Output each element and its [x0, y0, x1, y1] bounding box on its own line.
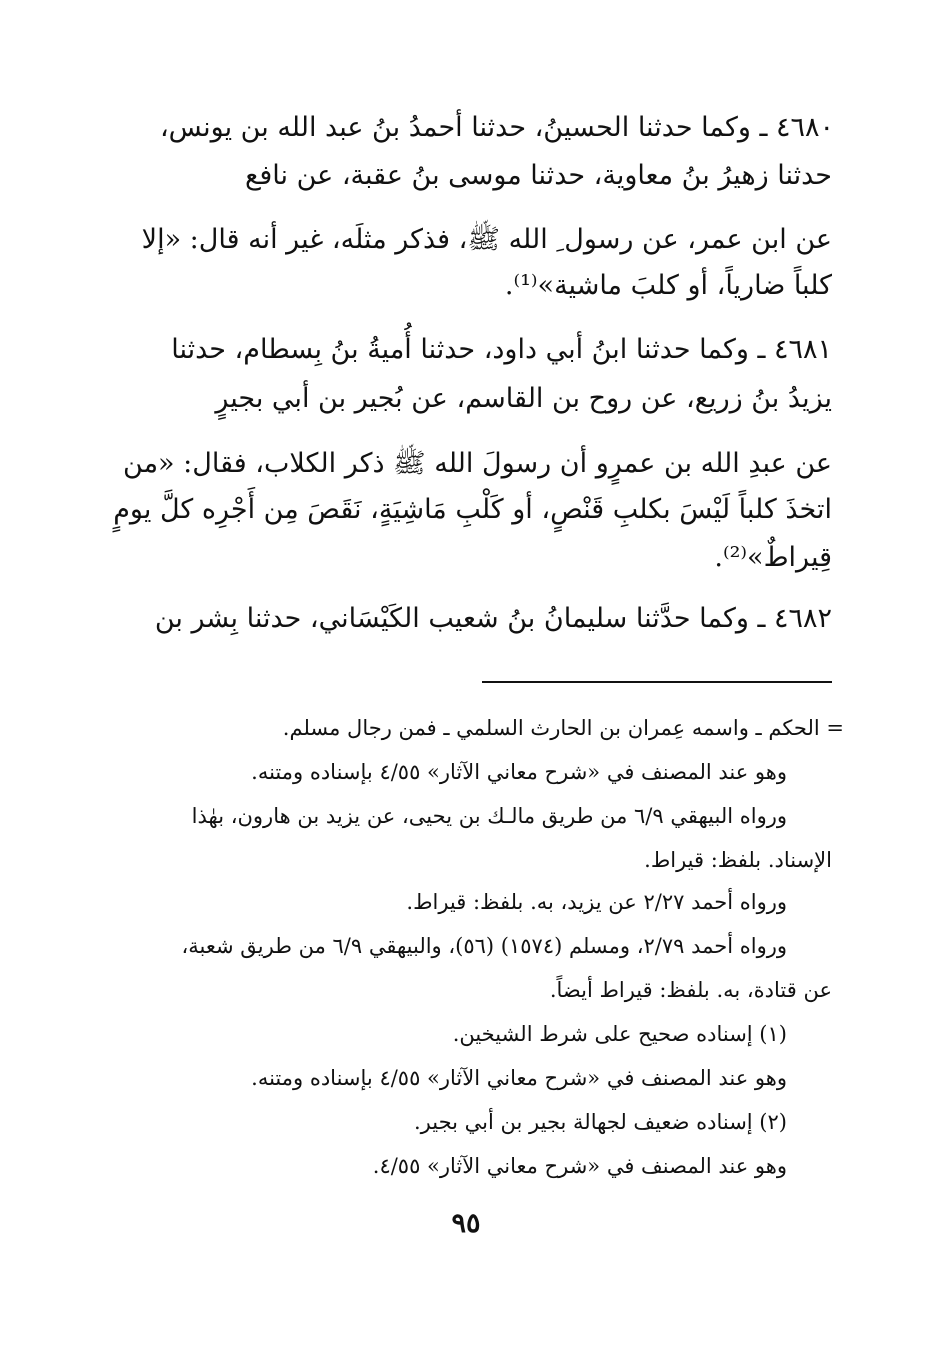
hadith-4680-isnad-line-1: ٤٦٨٠ ـ وكما حدثنا الحسينُ، حدثنا أحمدُ بنُ عبد الله بن يونس،	[159, 112, 834, 143]
footnote-line: ورواه البيهقي ٦/٩ من طريق مالـك بن يحيى، عن يزيد بن هارون، بهٰذا	[191, 804, 787, 828]
hadith-4682-isnad-line-1: ٤٦٨٢ ـ وكما حدَّثنا سليمانُ بنُ شعيب الكَيْسَاني، حدثنا بِشر بن	[154, 603, 832, 634]
footnote-line: وهو عند المصنف في «شرح معاني الآثار» ٤/٥٥.	[372, 1154, 787, 1178]
footnote-line: الإسناد. بلفظ: قيراط.	[644, 848, 832, 872]
footnote-line: ورواه أحمد ٢/٧٩، ومسلم (١٥٧٤) (٥٦)، والبيهقي ٦/٩ من طريق شعبة،	[181, 934, 787, 958]
footnote-line: = الحكم ـ واسمه عِمران بن الحارث السلمي ـ فمن رجال مسلم.	[282, 716, 844, 740]
hadith-4681-matn-line-1: عن عبدِ الله بن عمرٍو أن رسولَ الله ﷺ ذكر الكلاب، فقال: «من	[123, 448, 832, 479]
hadith-4681-isnad-line-2: يزيدُ بنُ زريع، عن روح بن القاسم، عن بُجير بن أبي بجيرٍ	[215, 383, 832, 414]
hadith-4680-matn-line-1: عن ابن عمر، عن رسول ِ الله ﷺ، فذكر مثلَه، غير أنه قال: «إلا	[141, 224, 832, 255]
footnote-line: (٢) إسناده ضعيف لجهالة بجير بن أبي بجير.	[414, 1110, 787, 1134]
hadith-4681-matn-line-3: قِيراطٌ»⁽²⁾.	[714, 542, 832, 573]
footnote-separator	[482, 681, 832, 683]
hadith-4680-isnad-line-2: حدثنا زهيرُ بنُ معاوية، حدثنا موسى بنُ عقبة، عن نافع	[245, 160, 832, 191]
page-number: ٩٥	[451, 1208, 481, 1239]
footnote-line: ورواه أحمد ٢/٢٧ عن يزيد، به. بلفظ: قيراط.	[406, 890, 787, 914]
hadith-4681-isnad-line-1: ٤٦٨١ ـ وكما حدثنا ابنُ أبي داود، حدثنا أُميةُ بنُ بِسطام، حدثنا	[171, 334, 832, 365]
hadith-4680-matn-line-2: كلباً ضارياً، أو كلبَ ماشية»⁽¹⁾.	[504, 270, 832, 301]
footnote-line: وهو عند المصنف في «شرح معاني الآثار» ٤/٥٥ بإسناده ومتنه.	[251, 760, 787, 784]
footnote-line: وهو عند المصنف في «شرح معاني الآثار» ٤/٥٥ بإسناده ومتنه.	[251, 1066, 787, 1090]
hadith-4681-matn-line-2: اتخذَ كلباً لَيْسَ بكلبِ قَنْصٍ، أو كَلْبِ مَاشِيَةٍ، نَقَصَ مِن أَجْرِه كلَّ يومٍ	[113, 494, 832, 525]
footnote-line: (١) إسناده صحيح على شرط الشيخين.	[452, 1022, 787, 1046]
footnote-line: عن قتادة، به. بلفظ: قيراط أيضاً.	[549, 978, 832, 1002]
